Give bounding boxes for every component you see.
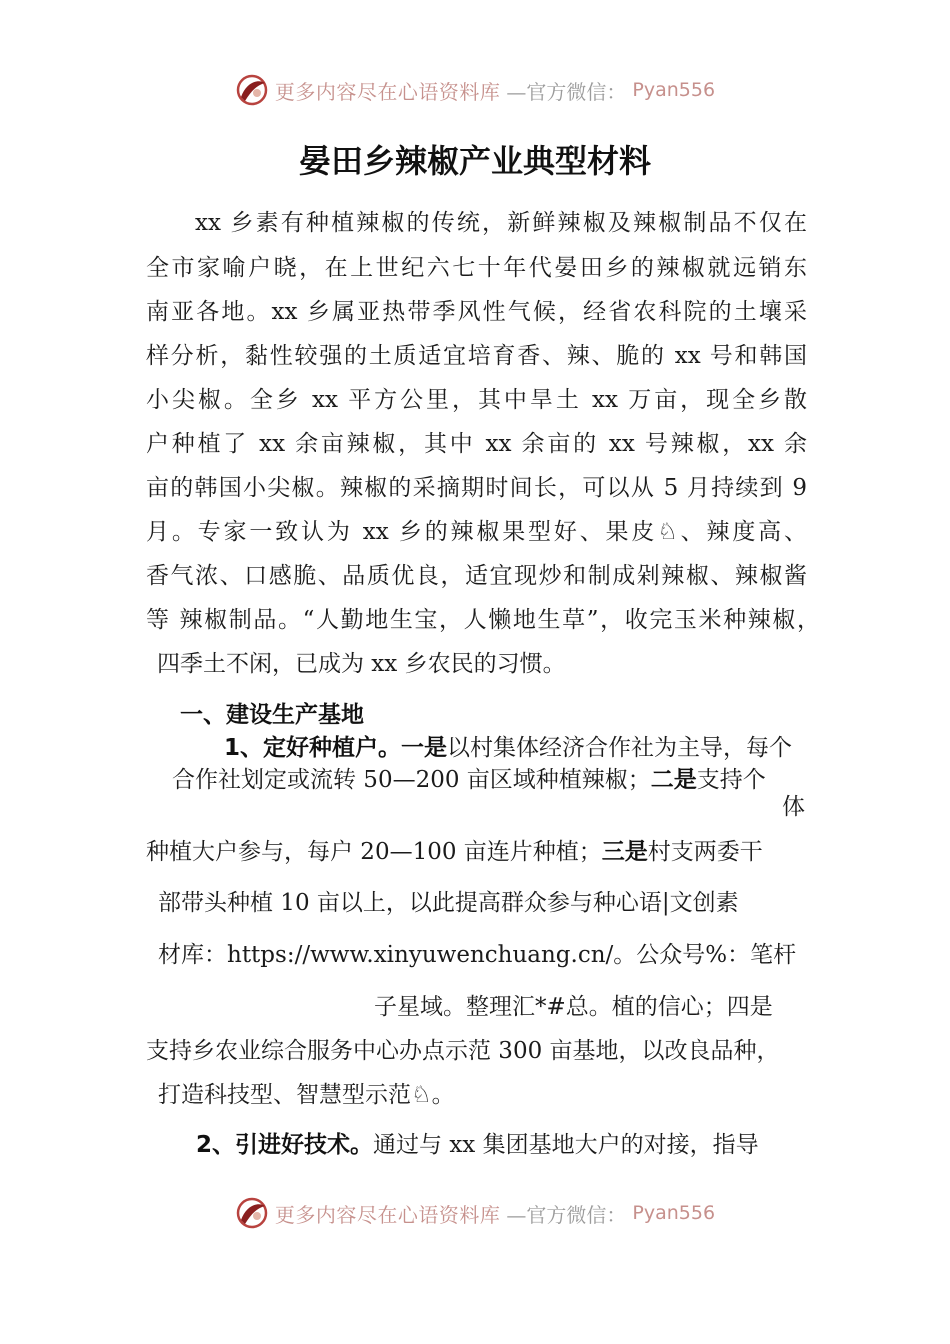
paragraph-line: 小尖椒。全乡 xx 平方公里，其中旱土 xx 万亩，现全乡散	[146, 387, 807, 413]
paragraph-line: 香气浓、口感脆、品质优良，适宜现炒和制成剁辣椒、辣椒酱	[146, 563, 807, 589]
item1-line-5: 材库：https://www.xinyuwenchuang.cn/。公众号%：笔杆	[158, 942, 797, 968]
item1-line-1	[224, 733, 792, 763]
banner-text: 更多内容尽在心语资料库	[274, 79, 501, 104]
paragraph-line: xx 乡素有种植辣椒的传统，新鲜辣椒及辣椒制品不仅在	[195, 210, 807, 236]
banner-separator: —官方微信：	[506, 1202, 627, 1227]
item1-line-2-wrap: 体	[782, 794, 805, 820]
item2-text: 通过与 xx 集团基地大户的对接，指导	[373, 1132, 759, 1158]
third-label: 三是	[601, 839, 648, 865]
second-label: 二是	[650, 767, 697, 793]
item1-text: 合作社划定或流转 50—200 亩区域种植辣椒；	[172, 767, 651, 793]
banner-contact: Pyan556	[632, 1202, 716, 1224]
item1-line-3	[146, 837, 763, 867]
item2-line-1	[196, 1130, 759, 1160]
header-banner	[0, 70, 950, 110]
item1-text: 支持个	[696, 767, 766, 793]
logo-icon	[235, 1196, 269, 1230]
item1-line-2	[172, 765, 766, 795]
document-title: 晏田乡辣椒产业典型材料	[298, 142, 651, 180]
item1-label: 1、定好种植户。	[224, 735, 402, 761]
banner-text: 更多内容尽在心语资料库	[274, 1202, 501, 1227]
item2-label: 2、引进好技术。	[196, 1132, 374, 1158]
item1-line-4: 部带头种植 10 亩以上，以此提高群众参与种心语|文创素	[158, 890, 739, 916]
paragraph-line: 样分析，黏性较强的土质适宜培育香、辣、脆的 xx 号和韩国	[146, 343, 807, 369]
banner-separator: —官方微信：	[506, 79, 627, 104]
footer-banner	[0, 1193, 950, 1233]
paragraph-line: 月。专家一致认为 xx 乡的辣椒果型好、果皮♘、辣度高、	[146, 519, 807, 545]
banner-contact: Pyan556	[632, 79, 716, 101]
item1-line-8: 打造科技型、智慧型示范♘。	[158, 1082, 455, 1108]
item1-text: 种植大户参与，每户 20—100 亩连片种植；	[146, 839, 602, 865]
paragraph-line: 户种植了 xx 余亩辣椒，其中 xx 余亩的 xx 号辣椒，xx 余	[146, 431, 807, 457]
paragraph-line: 亩的韩国小尖椒。辣椒的采摘期时间长，可以从 5 月持续到 9	[146, 475, 807, 501]
paragraph-line: 南亚各地。xx 乡属亚热带季风性气候，经省农科院的土壤采	[146, 299, 807, 325]
paragraph-line: 四季土不闲，已成为 xx 乡农民的习惯。	[157, 651, 566, 677]
logo-icon	[235, 73, 269, 107]
item1-line-6: 子星域。整理汇*#总。植的信心；四是	[374, 994, 773, 1020]
item1-text: 村支两委干	[647, 839, 763, 865]
first-label: 一是	[401, 735, 448, 761]
paragraph-line: 等 辣椒制品。“人勤地生宝，人懒地生草”，收完玉米种辣椒，	[146, 607, 820, 633]
item1-text: 以村集体经济合作社为主导，每个	[447, 735, 793, 761]
item1-line-7: 支持乡农业综合服务中心办点示范 300 亩基地，以改良品种，	[146, 1038, 780, 1064]
section-heading: 一、建设生产基地	[180, 702, 364, 728]
paragraph-line: 全市家喻户晓，在上世纪六七十年代晏田乡的辣椒就远销东	[146, 255, 807, 281]
